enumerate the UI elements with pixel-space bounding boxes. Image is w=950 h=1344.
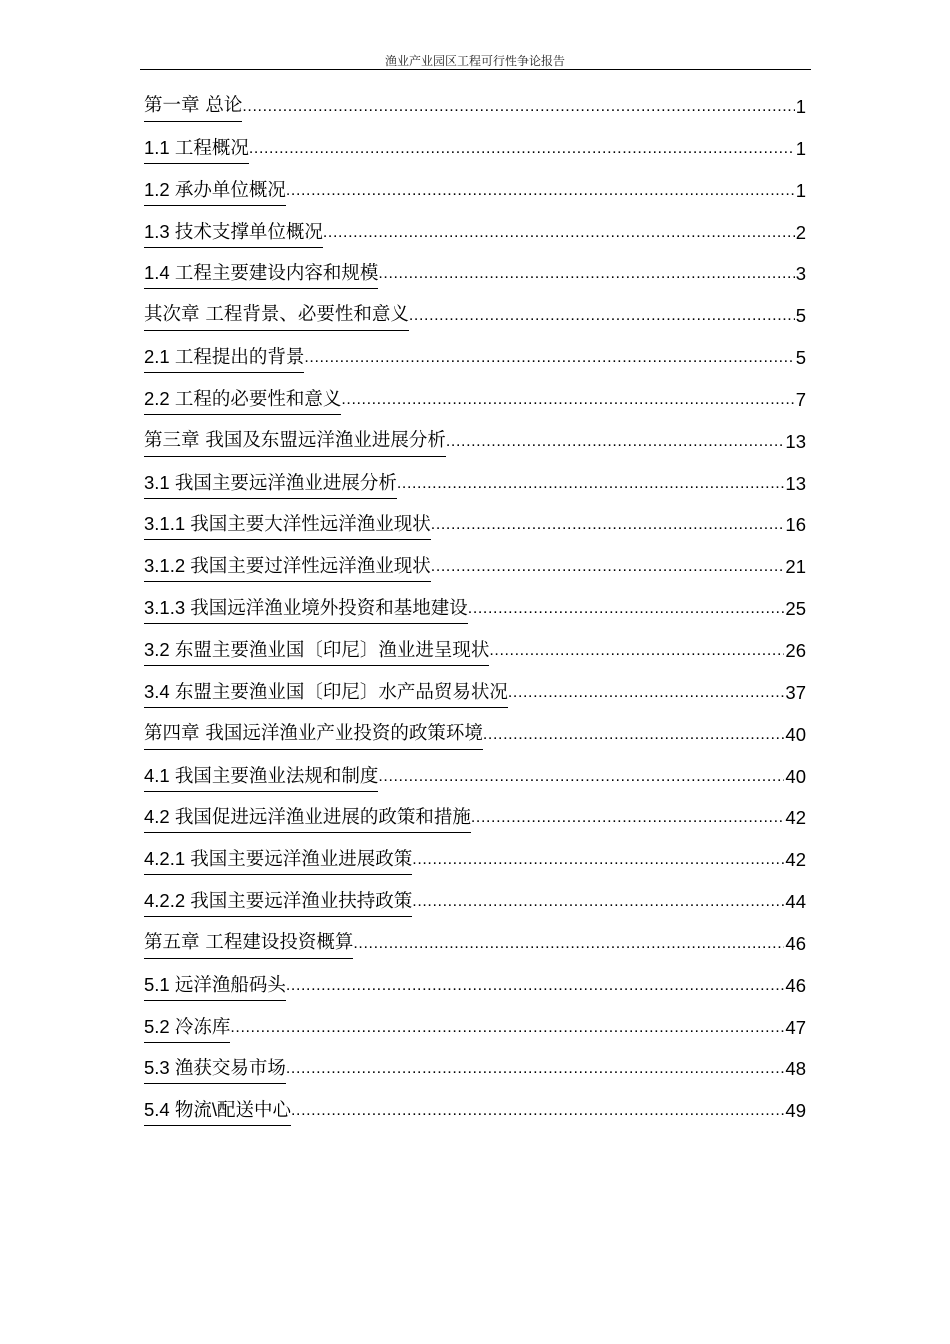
toc-dot-leader bbox=[397, 469, 785, 499]
toc-dot-leader bbox=[489, 636, 784, 666]
toc-page-number[interactable]: 13 bbox=[785, 430, 806, 452]
toc-dot-leader bbox=[378, 259, 794, 289]
toc-dot-leader bbox=[304, 343, 794, 373]
toc-page-number[interactable]: 46 bbox=[785, 974, 806, 996]
toc-entry-title[interactable]: 2.2 工程的必要性和意义 bbox=[144, 385, 341, 415]
toc-entry[interactable] bbox=[144, 301, 806, 343]
toc-page-number[interactable]: 42 bbox=[785, 807, 806, 829]
toc-entry[interactable] bbox=[144, 720, 806, 762]
toc-entry-title[interactable]: 4.2 我国促进远洋渔业进展的政策和措施 bbox=[144, 803, 471, 833]
toc-dot-leader bbox=[341, 385, 794, 415]
toc-entry[interactable] bbox=[144, 218, 806, 260]
toc-page-number[interactable]: 40 bbox=[785, 723, 806, 745]
toc-page-number[interactable]: 44 bbox=[785, 891, 806, 913]
toc-page-number[interactable]: 21 bbox=[785, 556, 806, 578]
toc-entry[interactable] bbox=[144, 469, 806, 511]
toc-dot-leader bbox=[471, 803, 785, 833]
toc-page-number[interactable]: 13 bbox=[785, 472, 806, 494]
toc-page-number[interactable]: 2 bbox=[795, 221, 806, 243]
toc-page-number[interactable]: 1 bbox=[795, 96, 806, 117]
toc-dot-leader bbox=[483, 720, 785, 750]
toc-entry[interactable] bbox=[144, 92, 806, 134]
toc-entry-title[interactable]: 3.1.3 我国远洋渔业境外投资和基地建设 bbox=[144, 594, 468, 624]
toc-entry-title[interactable]: 1.4 工程主要建设内容和规模 bbox=[144, 259, 378, 289]
toc-dot-leader bbox=[446, 427, 785, 457]
toc-entry-title[interactable]: 第四章 我国远洋渔业产业投资的政策环境 bbox=[144, 720, 483, 750]
toc-entry[interactable] bbox=[144, 845, 806, 887]
toc-entry[interactable] bbox=[144, 762, 806, 804]
toc-entry-title[interactable]: 其次章 工程背景、必要性和意义 bbox=[144, 301, 409, 331]
toc-entry[interactable] bbox=[144, 510, 806, 552]
toc-entry-title[interactable]: 5.1 远洋渔船码头 bbox=[144, 971, 286, 1001]
toc-page-number[interactable]: 47 bbox=[785, 1016, 806, 1038]
toc-entry-title[interactable]: 2.1 工程提出的背景 bbox=[144, 343, 304, 373]
toc-page-number[interactable]: 1 bbox=[795, 179, 806, 201]
toc-page-number[interactable]: 46 bbox=[785, 932, 806, 954]
toc-entry-title[interactable]: 5.2 冷冻库 bbox=[144, 1013, 230, 1043]
toc-dot-leader bbox=[286, 176, 795, 206]
toc-page-number[interactable]: 25 bbox=[785, 598, 806, 620]
toc-dot-leader bbox=[431, 510, 785, 540]
toc-entry-title[interactable]: 1.2 承办单位概况 bbox=[144, 176, 286, 206]
toc-entry-title[interactable]: 3.2 东盟主要渔业国〔印尼〕渔业进呈现状 bbox=[144, 636, 489, 666]
toc-page-number[interactable]: 26 bbox=[785, 639, 806, 661]
toc-page-number[interactable]: 16 bbox=[785, 514, 806, 536]
toc-entry[interactable] bbox=[144, 552, 806, 594]
toc-entry[interactable] bbox=[144, 385, 806, 427]
toc-entry[interactable] bbox=[144, 929, 806, 971]
toc-entry-title[interactable]: 3.1 我国主要远洋渔业进展分析 bbox=[144, 469, 397, 499]
toc-dot-leader bbox=[286, 971, 785, 1001]
toc-page-number[interactable]: 49 bbox=[785, 1100, 806, 1122]
toc-page-number[interactable]: 48 bbox=[785, 1058, 806, 1080]
running-header: 渔业产业园区工程可行性争论报告 bbox=[384, 54, 565, 68]
toc-entry-title[interactable]: 5.3 渔获交易市场 bbox=[144, 1054, 286, 1084]
toc-page-number[interactable]: 1 bbox=[795, 137, 806, 159]
toc-entry[interactable] bbox=[144, 594, 806, 636]
toc-entry-title[interactable]: 3.1.2 我国主要过洋性远洋渔业现状 bbox=[144, 552, 431, 582]
toc-entry[interactable] bbox=[144, 636, 806, 678]
toc-entry[interactable] bbox=[144, 134, 806, 176]
toc-entry[interactable] bbox=[144, 259, 806, 301]
toc-dot-leader bbox=[412, 845, 784, 875]
toc-dot-leader bbox=[286, 1054, 785, 1084]
toc-dot-leader bbox=[468, 594, 785, 624]
toc-page-number[interactable]: 42 bbox=[785, 849, 806, 871]
toc-entry[interactable] bbox=[144, 803, 806, 845]
toc-entry[interactable] bbox=[144, 971, 806, 1013]
toc-page-number[interactable]: 37 bbox=[785, 681, 806, 703]
toc-entry-title[interactable]: 1.1 工程概况 bbox=[144, 134, 249, 164]
toc-dot-leader bbox=[242, 92, 794, 122]
toc-entry-title[interactable]: 4.1 我国主要渔业法规和制度 bbox=[144, 762, 378, 792]
toc-page-number[interactable]: 3 bbox=[795, 263, 806, 285]
toc-dot-leader bbox=[249, 134, 795, 164]
toc-entry[interactable] bbox=[144, 343, 806, 385]
toc-dot-leader bbox=[230, 1013, 784, 1043]
toc-dot-leader bbox=[508, 678, 785, 708]
toc-entry[interactable] bbox=[144, 887, 806, 929]
toc-entry-title[interactable]: 第三章 我国及东盟远洋渔业进展分析 bbox=[144, 427, 446, 457]
toc-dot-leader bbox=[409, 301, 795, 331]
toc-entry-title[interactable]: 3.4 东盟主要渔业国〔印尼〕水产品贸易状况 bbox=[144, 678, 508, 708]
toc-page-number[interactable]: 7 bbox=[795, 388, 806, 410]
toc-entry[interactable] bbox=[144, 1013, 806, 1055]
toc-page-number[interactable]: 5 bbox=[795, 305, 806, 327]
header-rule bbox=[140, 69, 811, 70]
toc-entry-title[interactable]: 1.3 技术支撑单位概况 bbox=[144, 218, 323, 248]
toc-dot-leader bbox=[378, 762, 784, 792]
toc-entry-title[interactable]: 4.2.1 我国主要远洋渔业进展政策 bbox=[144, 845, 412, 875]
toc-entry[interactable] bbox=[144, 1096, 806, 1138]
toc-dot-leader bbox=[431, 552, 785, 582]
toc-dot-leader bbox=[291, 1096, 784, 1126]
toc-entry[interactable] bbox=[144, 678, 806, 720]
toc-dot-leader bbox=[353, 929, 784, 959]
toc-entry-title[interactable]: 4.2.2 我国主要远洋渔业扶持政策 bbox=[144, 887, 412, 917]
toc-page-number[interactable]: 40 bbox=[785, 765, 806, 787]
toc-entry[interactable] bbox=[144, 427, 806, 469]
toc-dot-leader bbox=[412, 887, 784, 917]
toc-entry-title[interactable]: 第一章 总论 bbox=[144, 92, 242, 122]
toc-page-number[interactable]: 5 bbox=[795, 347, 806, 369]
toc-entry-title[interactable]: 3.1.1 我国主要大洋性远洋渔业现状 bbox=[144, 510, 431, 540]
toc-entry[interactable] bbox=[144, 1054, 806, 1096]
toc-entry-title[interactable]: 5.4 物流\配送中心 bbox=[144, 1096, 291, 1126]
toc-dot-leader bbox=[323, 218, 795, 248]
table-of-contents bbox=[144, 92, 806, 1138]
toc-entry-title[interactable]: 第五章 工程建设投资概算 bbox=[144, 929, 353, 959]
toc-entry[interactable] bbox=[144, 176, 806, 218]
